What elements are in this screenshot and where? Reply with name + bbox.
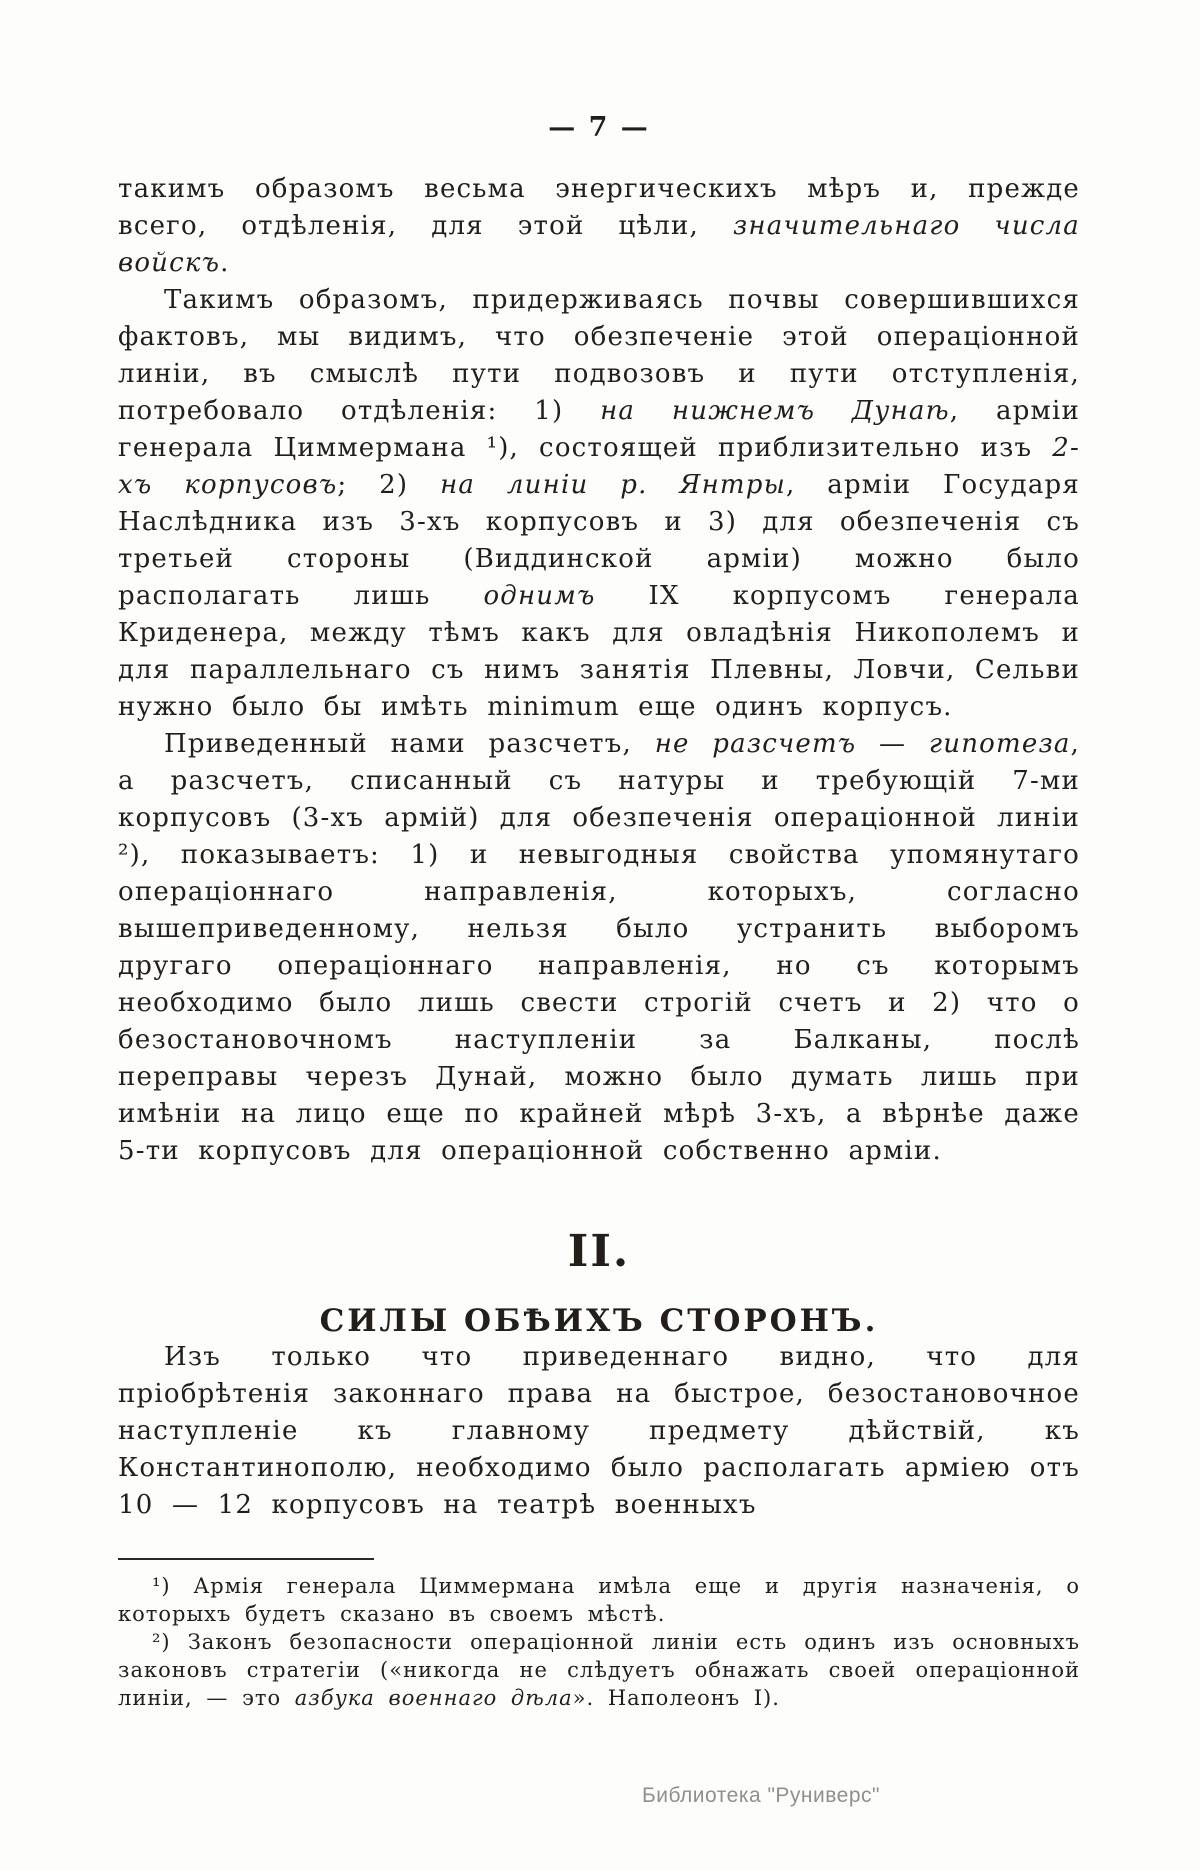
italic-text-segment: значительнаго числа войскъ xyxy=(118,211,1081,278)
section-heading-title: СИЛЫ ОБѢИХЪ СТОРОНЪ. xyxy=(319,1303,879,1339)
paragraph xyxy=(118,726,1080,1170)
text-segment: такимъ образомъ весьма энергическихъ мѣръ и, прежде всего, отдѣленія, для этой цѣли, xyxy=(118,174,1080,241)
paragraph xyxy=(118,282,1080,726)
paragraph xyxy=(118,171,1080,282)
text-segment: Такимъ образомъ, придерживаясь почвы совершившихся фактовъ, мы видимъ, что обезпеченіе этой операціонной линіи, въ смыслѣ пути подвозовъ и пути отступленія, потребовало отдѣленія: 1) xyxy=(118,285,1080,426)
italic-text-segment: 2-хъ корпусовъ xyxy=(118,433,1080,500)
footnote-rule xyxy=(118,1558,374,1560)
footnote xyxy=(118,1628,1080,1712)
text-segment: Приведенный нами разсчетъ, xyxy=(164,729,655,759)
italic-text-segment: на нижнемъ Дунаѣ xyxy=(600,396,950,426)
text-segment: IX корпусомъ генерала Криденера, между тѣмъ какъ для овладѣнія Никополемъ и для параллельнаго съ нимъ занятія Плевны, Ловчи, Сельви нужно было бы имѣть minimum еще одинъ корпусъ. xyxy=(118,581,1080,722)
italic-text-segment: на линіи р. Янтры xyxy=(440,470,786,500)
page-number: — 7 — xyxy=(548,112,650,143)
page-content xyxy=(118,112,1080,1808)
italic-text-segment: не разсчетъ — гипотеза xyxy=(654,729,1071,759)
text-segment: ». Наполеонъ I). xyxy=(572,1686,780,1710)
footnote xyxy=(118,1572,1080,1628)
text-segment: , а разсчетъ, списанный съ натуры и требующій 7-ми корпусовъ (3-хъ армій) для обезпеченія операціонной линіи ²), показываетъ: 1) и невыгодныя свойства упомянутаго операціоннаго направленія, которыхъ, согласно вышеприведенному, нельзя было устранить выборомъ другаго операціоннаго направленія, но съ которымъ необходимо было лишь свести строгій счетъ и 2) что о безостановочномъ наступленіи за Балканы, послѣ переправы черезъ Дунай, можно было думать лишь при имѣніи на лицо еще по крайней мѣрѣ 3-хъ, а вѣрнѣе даже 5-ти корпусовъ для операціонной собственно арміи. xyxy=(118,729,1080,1166)
paragraph xyxy=(118,1339,1080,1524)
section-heading-number: II. xyxy=(567,1226,631,1277)
text-segment: . xyxy=(220,248,230,278)
italic-text-segment: однимъ xyxy=(483,581,596,611)
italic-text-segment: азбука военнаго дѣла xyxy=(294,1686,573,1710)
text-segment: ; 2) xyxy=(337,470,441,500)
footnotes-block xyxy=(118,1572,1080,1712)
text-segment: ²) Законъ безопасности операціонной линіи есть одинъ изъ основныхъ законовъ стратегіи («никогда не слѣдуетъ обнажать своей операціонной линіи, — это xyxy=(118,1630,1080,1710)
library-watermark: Библиотека "Руниверс" xyxy=(641,1784,880,1807)
text-segment: Изъ только что приведеннаго видно, что для пріобрѣтенія законнаго права на быстрое, безостановочное наступленіе къ главному предмету дѣйствій, къ Константинополю, необходимо было располагать арміею отъ 10 — 12 корпусовъ на театрѣ военныхъ xyxy=(118,1342,1080,1520)
text-segment: , арміи Государя Наслѣдника изъ 3-хъ корпусовъ и 3) для обезпеченія съ третьей стороны (Виддинской арміи) можно было располагать лишь xyxy=(118,470,1080,611)
text-segment: ¹) Армія генерала Циммермана имѣла еще и другія назначенія, о которыхъ будетъ сказано въ своемъ мѣстѣ. xyxy=(118,1574,1080,1626)
text-segment: , арміи генерала Циммермана ¹), состоящей приблизительно изъ xyxy=(118,396,1080,463)
